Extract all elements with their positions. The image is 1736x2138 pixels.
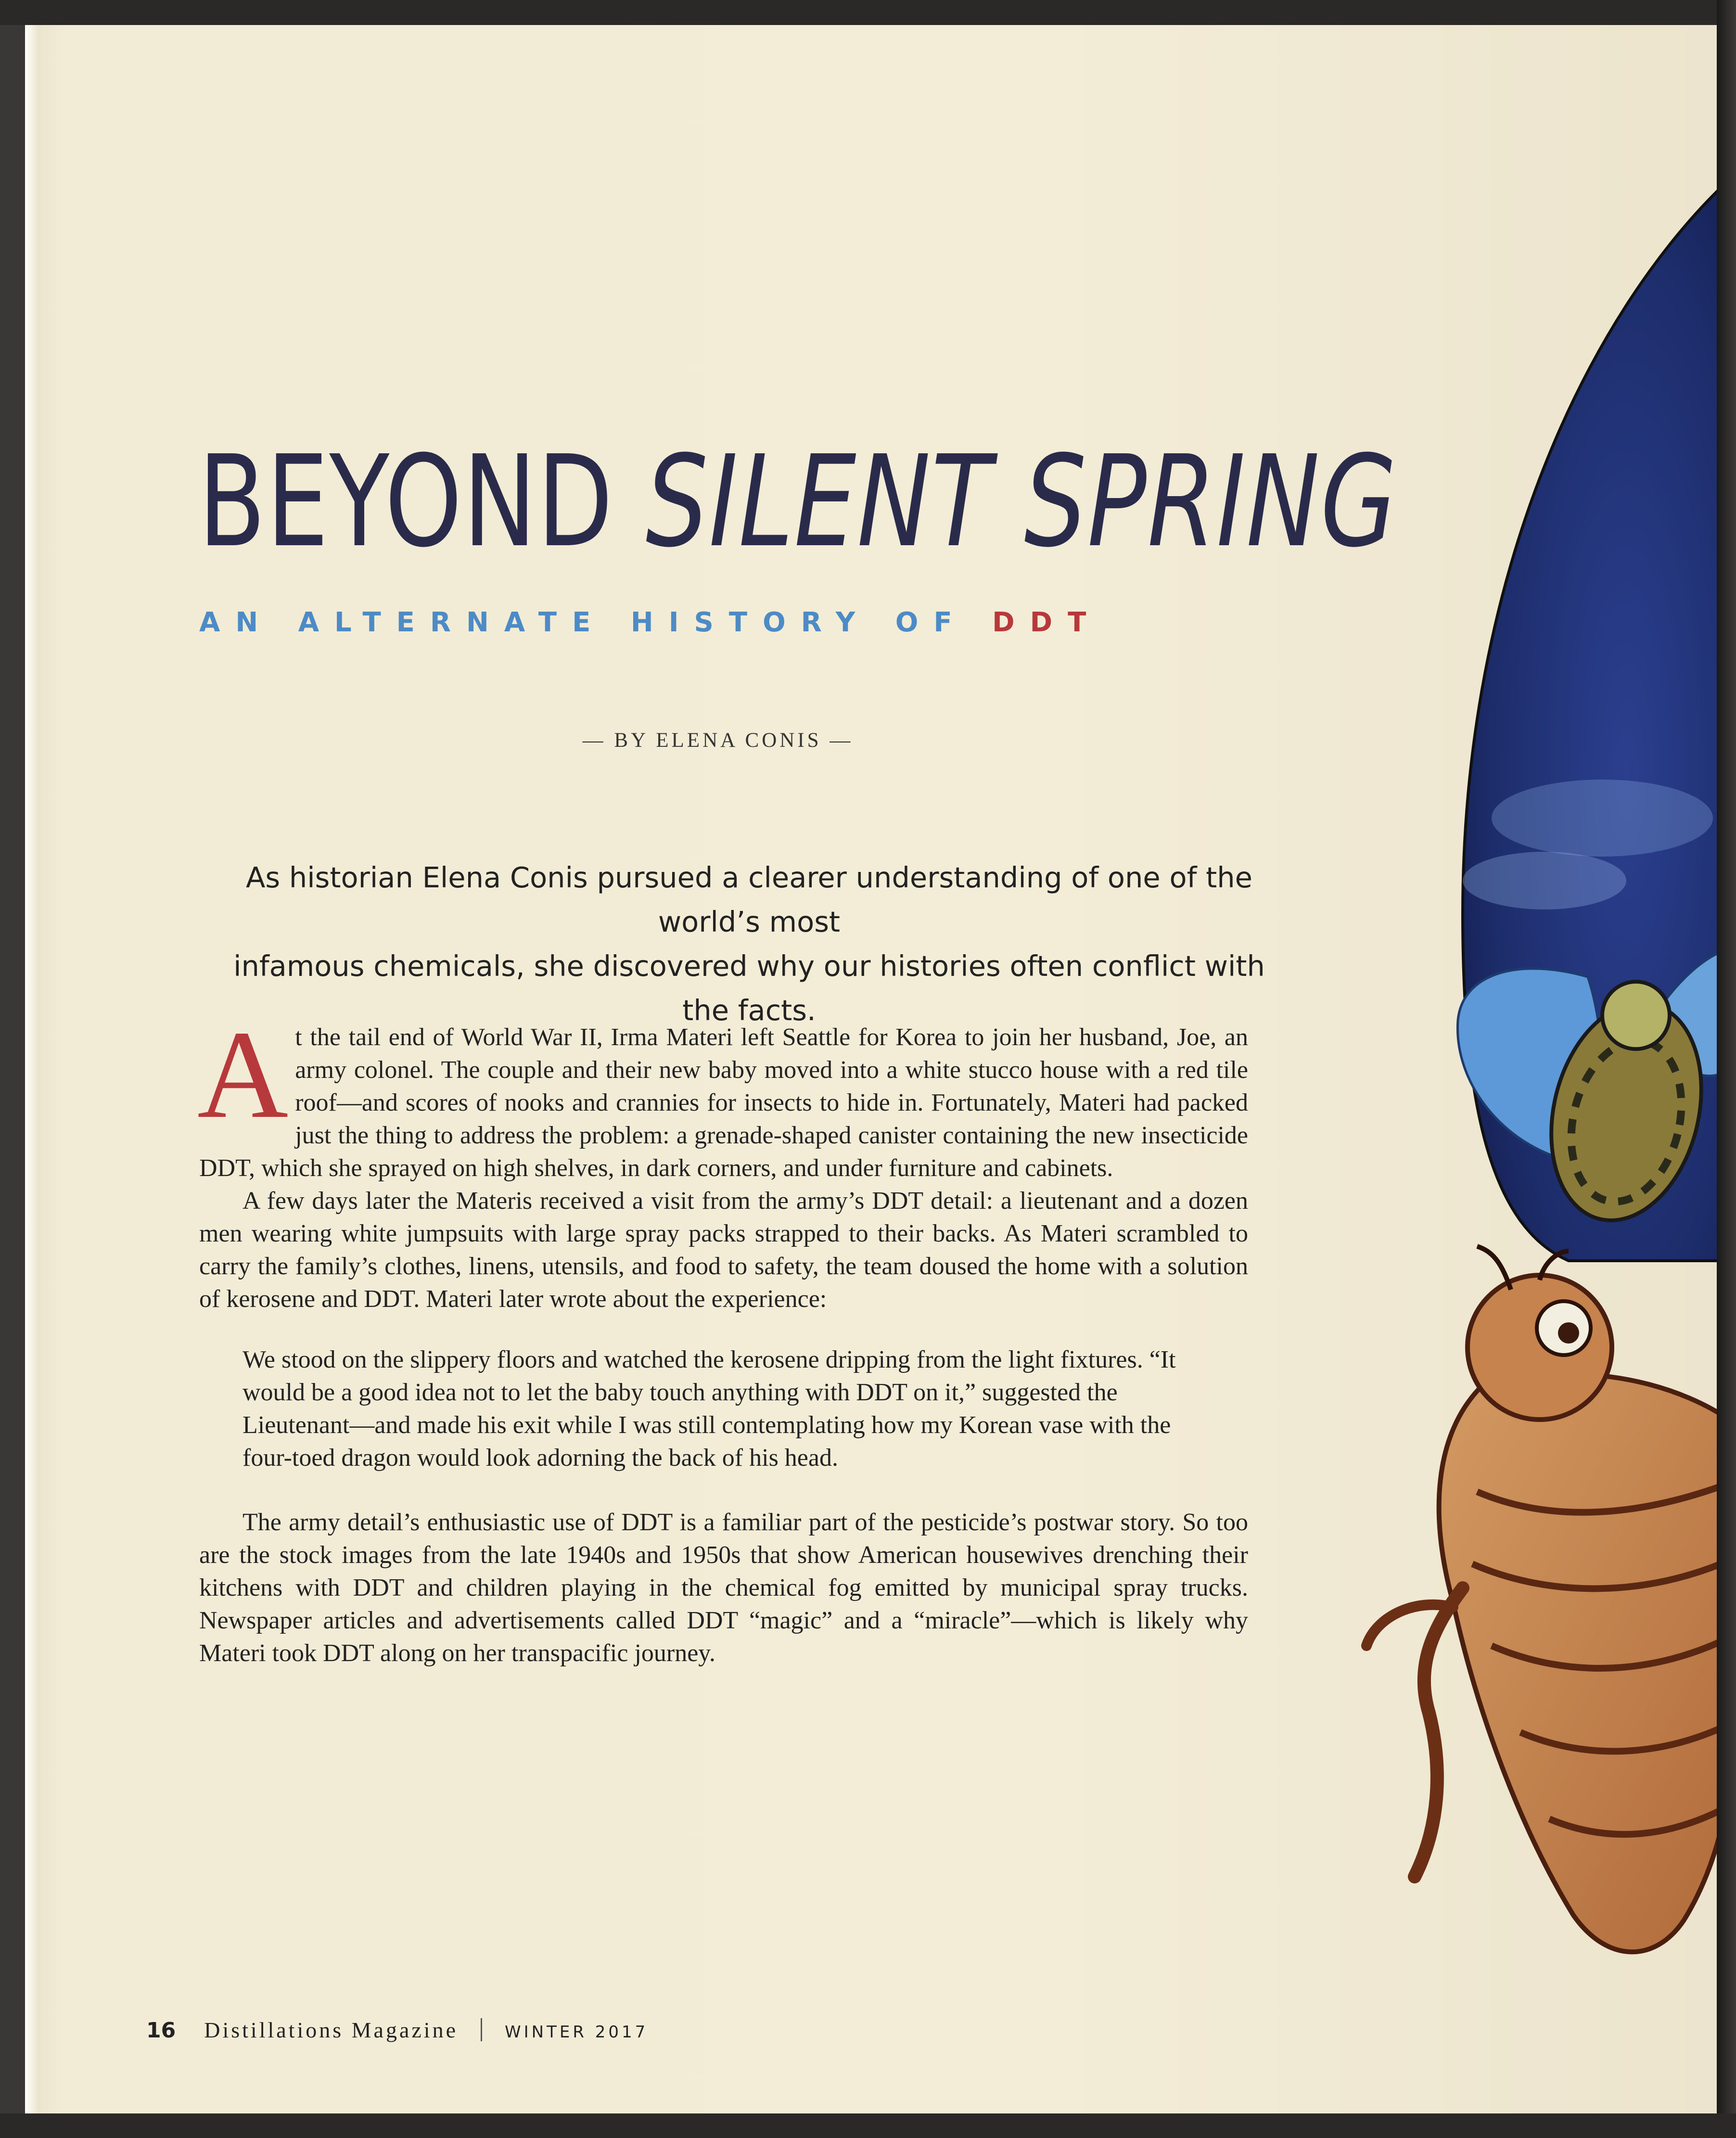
page-number: 16 — [146, 2018, 176, 2043]
binding-spine — [1717, 0, 1736, 2138]
insect-illustration — [1318, 0, 1736, 2138]
article-deck — [208, 856, 1290, 1033]
page-footer — [146, 2017, 648, 2043]
cloud-shape — [1492, 780, 1713, 857]
beetle-leg — [1415, 1588, 1463, 1877]
fly-head-shape — [1602, 982, 1670, 1049]
footer-divider — [481, 2018, 482, 2041]
subtitle-red: DDT — [992, 607, 1102, 638]
beetle-head-shape — [1468, 1275, 1612, 1420]
paragraph-1 — [197, 1005, 1248, 1185]
deck-line-2: infamous chemicals, she discovered why our histories often conflict with the facts. — [233, 949, 1265, 1027]
title-main: BEYOND — [198, 428, 646, 575]
article-title — [198, 428, 1398, 575]
paragraph-2: A few days later the Materis received a visit from the army’s DDT detail: a lieutenant and a dozen men wearing white jumpsuits with large spray packs strapped to their backs. As Materi scrambled to carry the family’s clothes, linens, utensils, and food to safety, the team doused the home with a solution of kerosene and DDT. Materi later wrote about the experience: — [199, 1187, 1248, 1313]
drop-cap: A — [197, 1005, 289, 1144]
paragraph-1-text: t the tail end of World War II, Irma Materi left Seattle for Korea to join her husband, Joe, an army colonel. The couple and their new baby moved into a white stucco house with a red tile roof—and scores of nooks and crannies for insects to hide in. Fortunately, Materi had packed just the thing to address the problem: a grenade-shaped canister containing the new insecticide DDT, which she sprayed on high shelves, in dark corners, and under furniture and cabinets. — [199, 1024, 1248, 1182]
block-quote: We stood on the slippery floors and watched the kerosene dripping from the light fixtures. “It would be a good idea not to let the baby touch anything with DDT on it,” suggested the Lieutenant—and made his exit while I was still contemplating how my Korean vase with the four-toed dragon would look adorning the back of his head. — [243, 1346, 1176, 1472]
beetle-pupil-shape — [1558, 1322, 1579, 1344]
issue-season: WINTER 2017 — [505, 2023, 649, 2042]
magazine-name: Distillations Magazine — [204, 2018, 458, 2042]
page-edge — [25, 25, 38, 2113]
deck-line-1: As historian Elena Conis pursued a clearer understanding of one of the world’s most — [246, 861, 1252, 938]
beetle-body-shape — [1439, 1374, 1736, 1952]
subtitle-blue: AN ALTERNATE HISTORY OF — [199, 607, 968, 638]
cloud-shape-2 — [1463, 852, 1626, 909]
paragraph-3: The army detail’s enthusiastic use of DDT is a familiar part of the pesticide’s postwar story. So too are the stock images from the late 1940s and 1950s that show American housewives drenching their kitchens with DDT and children playing in the chemical fog emitted by municipal spray trucks. Newspaper articles and advertisements called DDT “magic” and a “miracle”—which is likely why Materi took DDT along on her transpacific journey. — [199, 1509, 1248, 1667]
article-subtitle — [199, 608, 1296, 637]
scan-border-bottom — [0, 2113, 1736, 2138]
byline: — BY ELENA CONIS — — [582, 729, 854, 752]
title-italic: SILENT SPRING — [645, 428, 1398, 575]
article-body — [197, 1005, 1248, 1670]
